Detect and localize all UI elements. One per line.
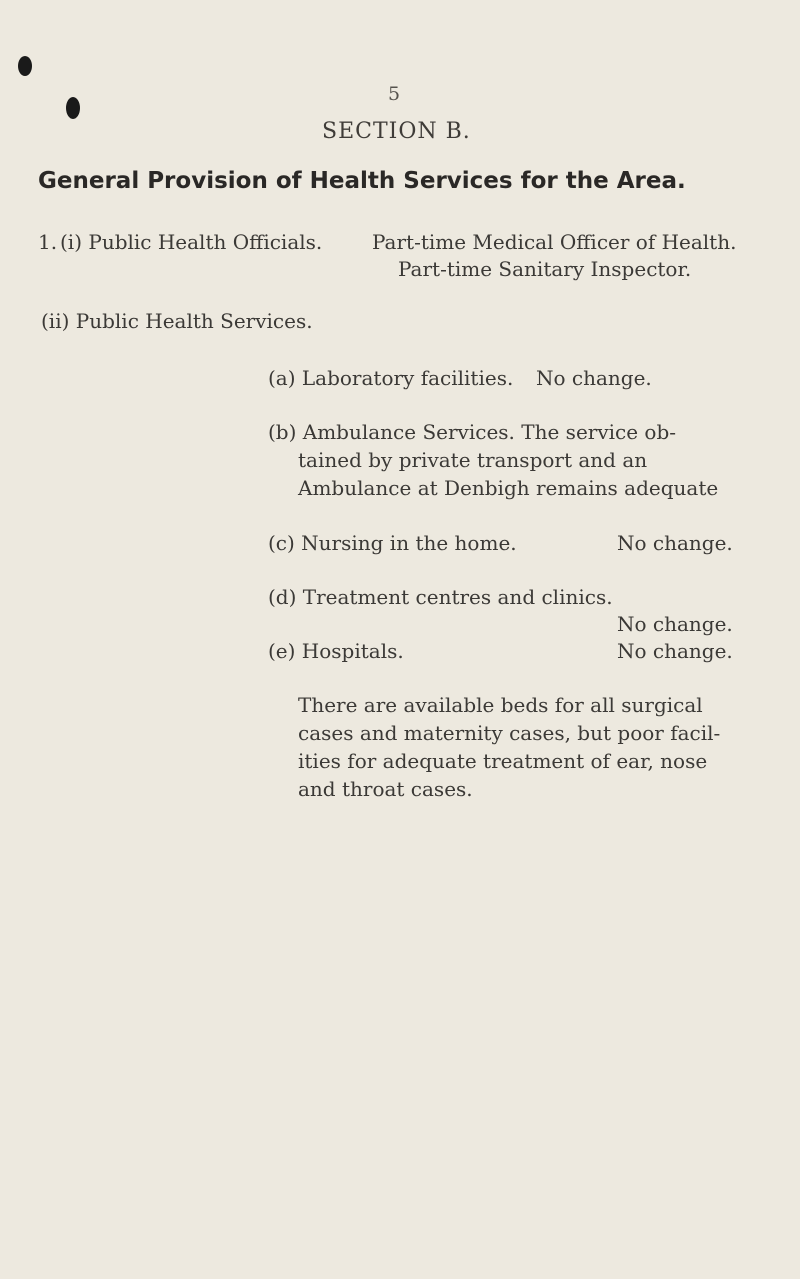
service-b-line-2: tained by private transport and an [298, 448, 648, 472]
punch-hole-mark-top [18, 56, 32, 76]
service-c-label: (c) Nursing in the home. [268, 531, 517, 555]
page-number: 5 [388, 83, 401, 105]
page-heading: General Provision of Health Services for the Area. [38, 168, 686, 194]
punch-hole-mark-bottom [66, 97, 80, 119]
officials-line-2: Part-time Sanitary Inspector. [398, 257, 692, 281]
officials-label: (i) Public Health Officials. [60, 230, 323, 254]
note-line-4: and throat cases. [298, 777, 473, 801]
officials-line-1: Part-time Medical Officer of Health. [372, 230, 737, 254]
services-label: (ii) Public Health Services. [41, 309, 313, 333]
service-a-status: No change. [536, 366, 652, 390]
service-b-line-3: Ambulance at Denbigh remains adequate [298, 476, 719, 500]
note-line-3: ities for adequate treatment of ear, nose [298, 749, 708, 773]
service-b-line-1: (b) Ambulance Services. The service ob- [268, 420, 677, 444]
service-e-label: (e) Hospitals. [268, 639, 404, 663]
service-d-label: (d) Treatment centres and clinics. [268, 585, 613, 609]
note-line-1: There are available beds for all surgical [298, 693, 703, 717]
service-a-label: (a) Laboratory facilities. [268, 366, 514, 390]
item-number: 1. [38, 230, 58, 254]
service-e-status: No change. [617, 639, 733, 663]
service-c-status: No change. [617, 531, 733, 555]
note-line-2: cases and maternity cases, but poor facil- [298, 721, 721, 745]
section-title: SECTION B. [322, 119, 471, 144]
service-d-status: No change. [617, 612, 733, 636]
